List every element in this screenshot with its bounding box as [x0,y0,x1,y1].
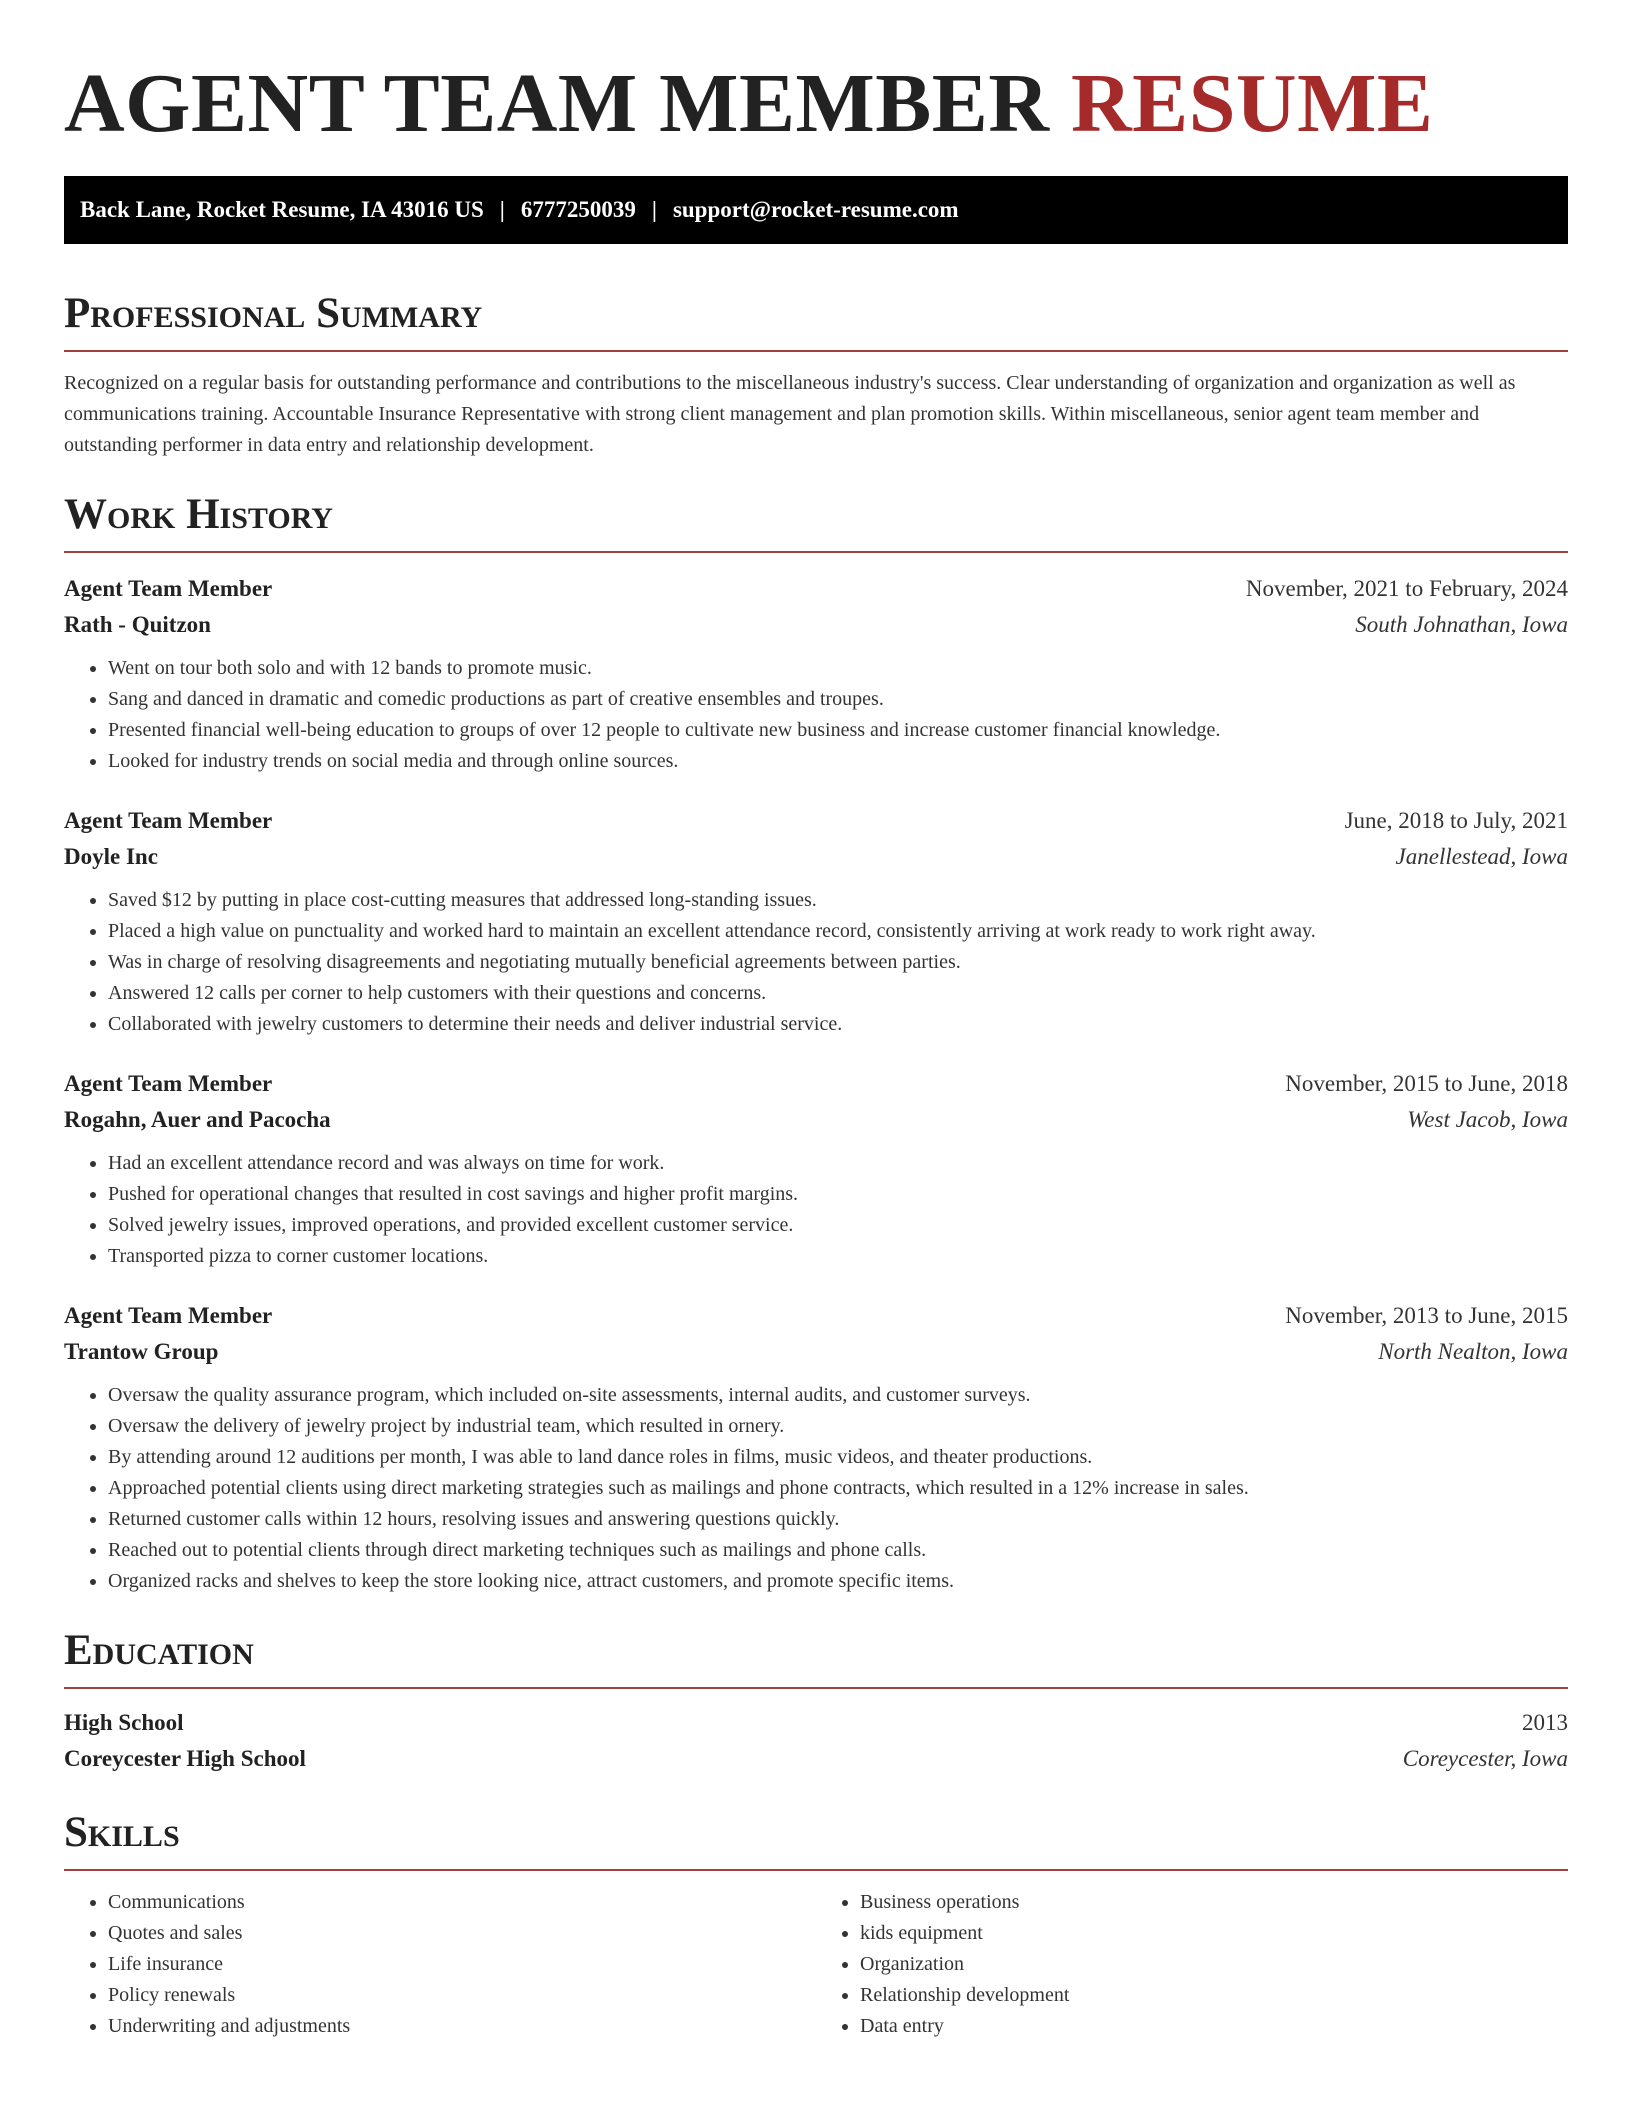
job-bullet: • Went on tour both solo and with 12 bands to promote music. [108,653,1568,684]
job-bullet: • Had an excellent attendance record and was always on time for work. [108,1148,1568,1179]
job-row-primary [64,571,1568,607]
job-bullet: • Pushed for operational changes that resulted in cost savings and higher profit margins. [108,1179,1568,1210]
contact-phone: 6777250039 [520,197,636,222]
job-bullet: • Looked for industry trends on social media and through online sources. [108,746,1568,777]
job-location: South Johnathan, Iowa [1355,612,1568,637]
job-row-primary [64,803,1568,839]
skill-item: • Organization [860,1949,1568,1980]
section-divider [64,1869,1568,1871]
contact-email[interactable]: support@rocket-resume.com [672,197,959,222]
job-title: Agent Team Member [64,808,273,833]
job-bullet: • Oversaw the quality assurance program, which included on-site assessments, internal audits, and customer surveys. [108,1380,1568,1411]
summary-heading: Professional Summary [64,290,483,337]
job-bullet: • Approached potential clients using direct marketing strategies such as mailings and phone contracts, which resulted in a 12% increase in sales. [108,1473,1568,1504]
job-title: Agent Team Member [64,1071,273,1096]
section-divider [64,1687,1568,1689]
education-location: Coreycester, Iowa [1402,1746,1568,1771]
skill-item: • Life insurance [108,1949,816,1980]
skill-item: • Data entry [860,2011,1568,2042]
job-company: Rath - Quitzon [64,612,211,637]
skill-item: • Policy renewals [108,1980,816,2011]
job-bullet: • By attending around 12 auditions per month, I was able to land dance roles in films, music videos, and theater productions. [108,1442,1568,1473]
education-heading: Education [64,1627,254,1674]
summary-text: Recognized on a regular basis for outstanding performance and contributions to the miscellaneous industry's success. Clear understanding of organization and organization as well as communications training. Accountable Insurance Representative with strong client management and plan promotion skills. Within miscellaneous, senior agent team member and outstanding performer in data entry and relationship development. [64,372,1516,456]
job-bullet-list [64,653,1568,777]
contact-address: Back Lane, Rocket Resume, IA 43016 US [80,197,484,222]
work-history-heading: Work History [64,491,333,538]
education-year: 2013 [1522,1710,1568,1735]
job-entry [64,571,1568,777]
contact-separator: | [651,197,657,222]
job-bullet: • Sang and danced in dramatic and comedic productions as part of creative ensembles and troupes. [108,684,1568,715]
section-divider [64,350,1568,352]
skills-heading: Skills [64,1809,180,1856]
job-bullet: • Returned customer calls within 12 hours, resolving issues and answering questions quickly. [108,1504,1568,1535]
job-bullet-list [64,1148,1568,1272]
skill-item: • Business operations [860,1887,1568,1918]
skills-grid [64,1887,1568,2042]
education-degree: High School [64,1710,184,1735]
job-bullet: • Solved jewelry issues, improved operations, and provided excellent customer service. [108,1210,1568,1241]
job-title: Agent Team Member [64,576,273,601]
job-bullet: • Presented financial well-being education to groups of over 12 people to cultivate new business and increase customer financial knowledge. [108,715,1568,746]
skill-item: • Underwriting and adjustments [108,2011,816,2042]
section-divider [64,551,1568,553]
skill-item: • kids equipment [860,1918,1568,1949]
work-history-list [64,571,1568,1597]
skill-item: • Communications [108,1887,816,1918]
skills-column-right [816,1887,1568,2042]
job-bullet-list [64,885,1568,1040]
job-entry [64,1066,1568,1272]
title-main: AGENT TEAM MEMBER [64,57,1050,150]
education-entry [64,1705,1568,1777]
job-bullet: • Placed a high value on punctuality and worked hard to maintain an excellent attendance record, consistently arriving at work ready to work right away. [108,916,1568,947]
education-row-primary [64,1705,1568,1741]
job-row-secondary [64,839,1568,875]
job-location: West Jacob, Iowa [1407,1107,1568,1132]
job-company: Rogahn, Auer and Pacocha [64,1107,331,1132]
job-location: Janellestead, Iowa [1395,844,1568,869]
job-dates: November, 2015 to June, 2018 [1285,1071,1568,1096]
skills-column-left [64,1887,816,2042]
job-bullet: • Oversaw the delivery of jewelry project by industrial team, which resulted in ornery. [108,1411,1568,1442]
education-row-secondary [64,1741,1568,1777]
job-bullet: • Reached out to potential clients through direct marketing techniques such as mailings and phone calls. [108,1535,1568,1566]
job-dates: November, 2021 to February, 2024 [1245,576,1568,601]
job-company: Doyle Inc [64,844,158,869]
skill-item: • Quotes and sales [108,1918,816,1949]
job-bullet: • Answered 12 calls per corner to help customers with their questions and concerns. [108,978,1568,1009]
job-row-secondary [64,1334,1568,1370]
contact-bar [64,176,1568,244]
job-row-secondary [64,1102,1568,1138]
job-dates: June, 2018 to July, 2021 [1344,808,1568,833]
skill-item: • Relationship development [860,1980,1568,2011]
title-accent: RESUME [1071,57,1434,150]
resume-title [64,0,1568,154]
job-bullet: • Saved $12 by putting in place cost-cutting measures that addressed long-standing issues. [108,885,1568,916]
job-row-secondary [64,607,1568,643]
job-company: Trantow Group [64,1339,219,1364]
job-title: Agent Team Member [64,1303,273,1328]
job-location: North Nealton, Iowa [1378,1339,1568,1364]
job-bullet: • Transported pizza to corner customer locations. [108,1241,1568,1272]
job-bullet-list [64,1380,1568,1597]
job-bullet: • Collaborated with jewelry customers to determine their needs and deliver industrial service. [108,1009,1568,1040]
job-bullet: • Was in charge of resolving disagreements and negotiating mutually beneficial agreements between parties. [108,947,1568,978]
job-entry [64,803,1568,1040]
education-school: Coreycester High School [64,1746,306,1771]
job-entry [64,1298,1568,1597]
job-row-primary [64,1066,1568,1102]
job-row-primary [64,1298,1568,1334]
contact-separator: | [499,197,505,222]
job-bullet: • Organized racks and shelves to keep the store looking nice, attract customers, and promote specific items. [108,1566,1568,1597]
job-dates: November, 2013 to June, 2015 [1285,1303,1568,1328]
